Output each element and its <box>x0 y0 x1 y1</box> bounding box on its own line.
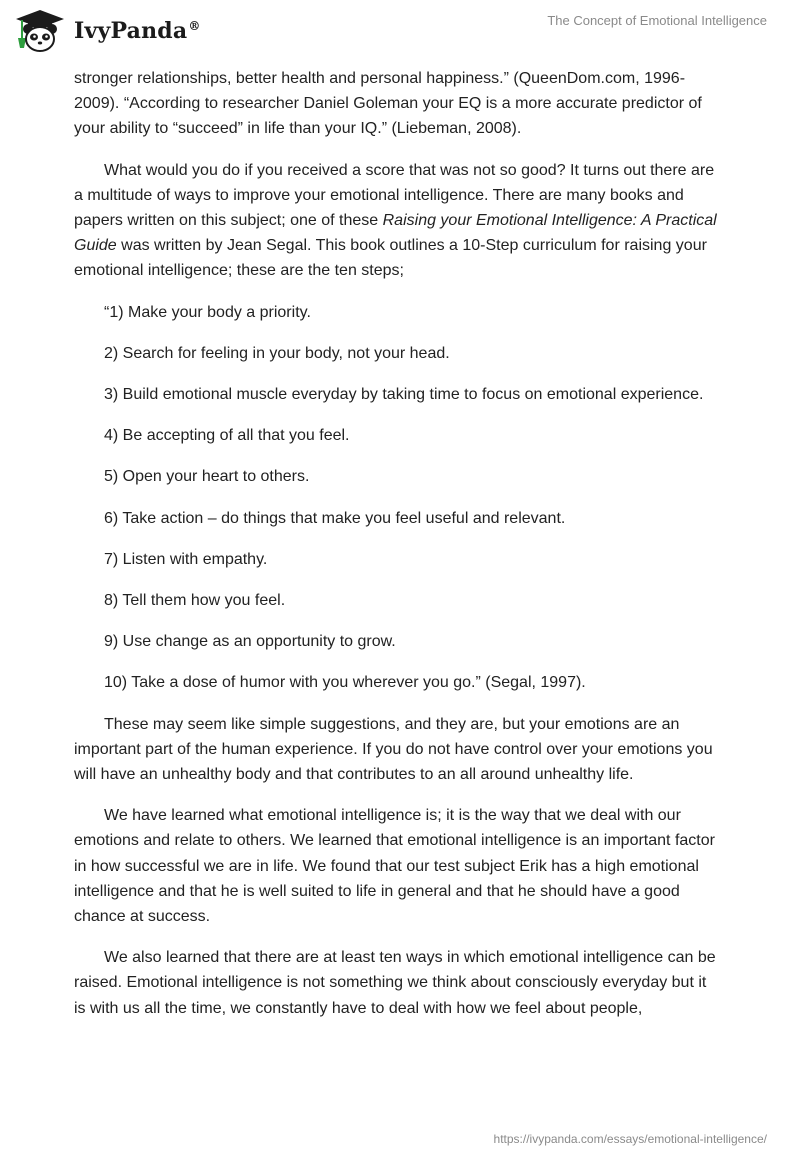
page-header <box>0 0 800 62</box>
book-title: Raising your Emotional Intelligence: A Practical Guide <box>74 212 717 255</box>
brand-name: IvyPanda® <box>74 18 201 44</box>
registered-mark: ® <box>188 18 201 33</box>
paragraph-continuation: stronger relationships, better health and personal happiness.” (QueenDom.com, 1996-2009). “According to researcher Daniel Goleman your EQ is a more accurate predictor of your ability to “succeed” in life than your IQ.” (Liebeman, 2008). <box>74 70 702 138</box>
paragraph-text: was written by Jean Segal. This book outlines a 10-Step curriculum for raising your emotional intelligence; these are the ten steps; <box>74 237 707 280</box>
paragraph-text: What would you do if you received a score that was not so good? It turns out there are a multitude of ways to improve your emotional intelligence. There are many books and papers written on this subject; one of these <box>74 161 715 230</box>
list-item-step: 9) Use change as an opportunity to grow. <box>104 633 396 651</box>
brand-logo[interactable] <box>14 8 201 54</box>
paragraph-learned: We have learned what emotional intelligence is; it is the way that we deal with our emotions and relate to others. We learned that emotional intelligence is an important factor in how successful we are in life. We found that our test subject Erik has a high emotional intelligence and that he is well suited to life in general and that he should have a good chance at success. <box>74 807 715 926</box>
paragraph-ten-ways: We also learned that there are at least ten ways in which emotional intelligence can be raised. Emotional intelligence is not something we think about consciously everyday but it is with us all the time, we constantly have to deal with how we feel about people, <box>74 949 716 1017</box>
list-item-step: 8) Tell them how you feel. <box>104 592 286 610</box>
paragraph-suggestions: These may seem like simple suggestions, and they are, but your emotions are an important part of the human experience. If you do not have control over your emotions you will have an unhealthy body and that contributes to an all around unhealthy life. <box>74 715 713 784</box>
list-item-step: 3) Build emotional muscle everyday by taking time to focus on emotional experience. <box>104 386 704 404</box>
list-item-step: “1) Make your body a priority. <box>104 303 311 321</box>
source-url-link[interactable]: https://ivypanda.com/essays/emotional-intelligence/ <box>493 1132 767 1146</box>
panda-graduate-icon <box>14 8 66 54</box>
paragraph-improve-ei <box>74 158 722 284</box>
list-item-step: 10) Take a dose of humor with you wherever you go.” (Segal, 1997). <box>104 674 586 692</box>
essay-body <box>74 66 722 1037</box>
list-item-step: 5) Open your heart to others. <box>104 468 310 486</box>
document-title: The Concept of Emotional Intelligence <box>547 13 767 28</box>
list-item-step: 6) Take action – do things that make you feel useful and relevant. <box>104 509 566 527</box>
list-item-step: 2) Search for feeling in your body, not your head. <box>104 344 450 362</box>
list-item-step: 7) Listen with empathy. <box>104 550 268 568</box>
list-item-step: 4) Be accepting of all that you feel. <box>104 427 350 445</box>
